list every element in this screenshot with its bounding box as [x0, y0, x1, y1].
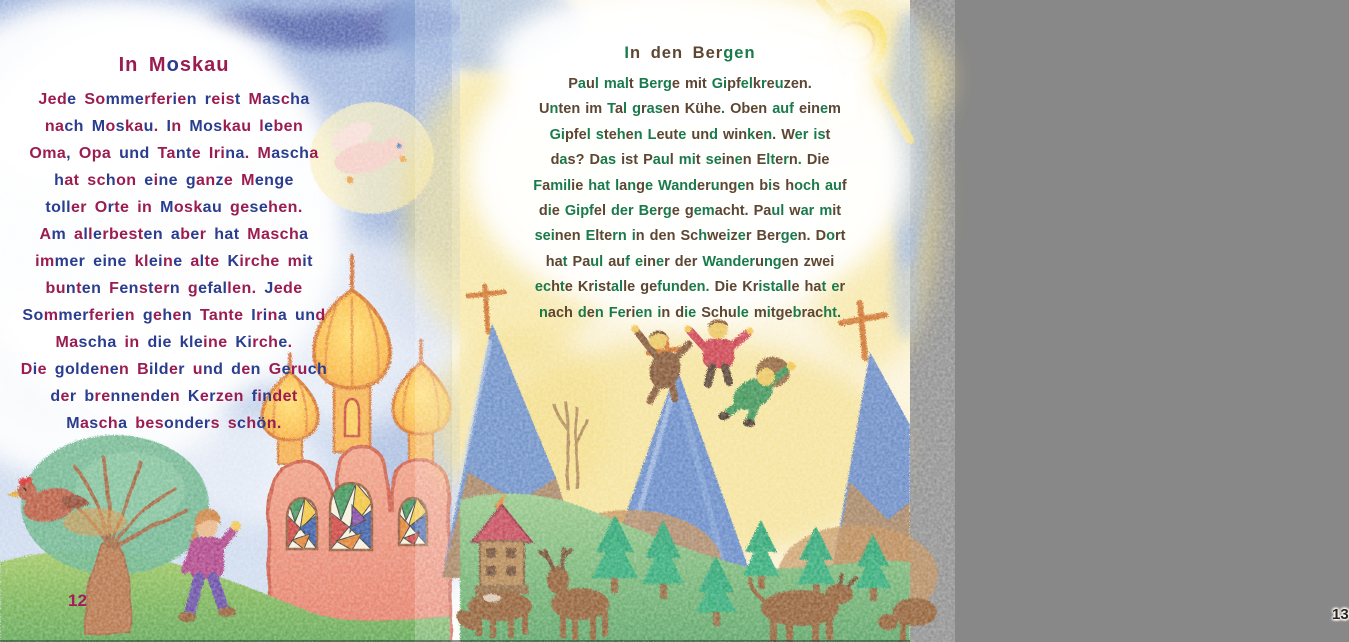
story-line: Jede Sommerferien reist Mascha	[38, 91, 310, 108]
story-line: Mascha besonders schön.	[66, 415, 282, 432]
page-number-left: 12	[68, 591, 87, 610]
story-line: Unten im Tal grasen Kühe. Oben auf einem	[539, 101, 841, 118]
story-line: toller Orte in Moskau gesehen.	[45, 199, 303, 216]
story-line: Paul malt Berge mit Gipfelkreuzen.	[568, 76, 812, 92]
page-number-right: 13	[1332, 606, 1349, 623]
page-title-right: In den Bergen	[624, 44, 756, 62]
story-line: Oma, Opa und Tante Irina. Mascha	[29, 145, 319, 162]
story-line: hat Paul auf einer der Wanderungen zwei	[545, 253, 835, 270]
story-left	[0, 54, 348, 437]
story-line: hat schon eine ganze Menge	[54, 172, 294, 189]
story-line: Sommerferien gehen Tante Irina und	[22, 307, 326, 324]
story-right	[478, 44, 902, 326]
story-line: nach Moskau. In Moskau leben	[44, 118, 304, 135]
page-right	[460, 0, 1349, 642]
story-line: Familie hat lange Wanderungen bis hoch auf	[533, 177, 847, 194]
story-line: Die goldenen Bilder und den Geruch	[20, 361, 328, 378]
story-line: echte Kristalle gefunden. Die Kristalle hat er	[534, 279, 846, 296]
story-line: Gipfel stehen Leute und winken. Wer ist	[549, 126, 831, 143]
story-line: der brennenden Kerzen findet	[50, 388, 298, 405]
story-line: seinen Eltern in den Schweizer Bergen. Dort	[534, 228, 846, 245]
story-lines-right	[478, 72, 902, 326]
story-line: die Gipfel der Berge gemacht. Paul war mit	[538, 203, 842, 220]
page-title-left: In Moskau	[118, 54, 230, 76]
story-line: das? Das ist Paul mit seinen Eltern. Die	[550, 152, 830, 169]
page-left	[0, 0, 450, 642]
story-line: Mascha in die kleine Kirche.	[55, 334, 293, 351]
story-line: Am allerbesten aber hat Mascha	[39, 226, 309, 243]
story-line: bunten Fenstern gefallen. Jede	[45, 280, 303, 297]
story-lines-left	[0, 86, 348, 437]
story-line: nach den Ferien in die Schule mitgebracht.	[539, 304, 841, 321]
story-line: immer eine kleine alte Kirche mit	[35, 253, 313, 270]
